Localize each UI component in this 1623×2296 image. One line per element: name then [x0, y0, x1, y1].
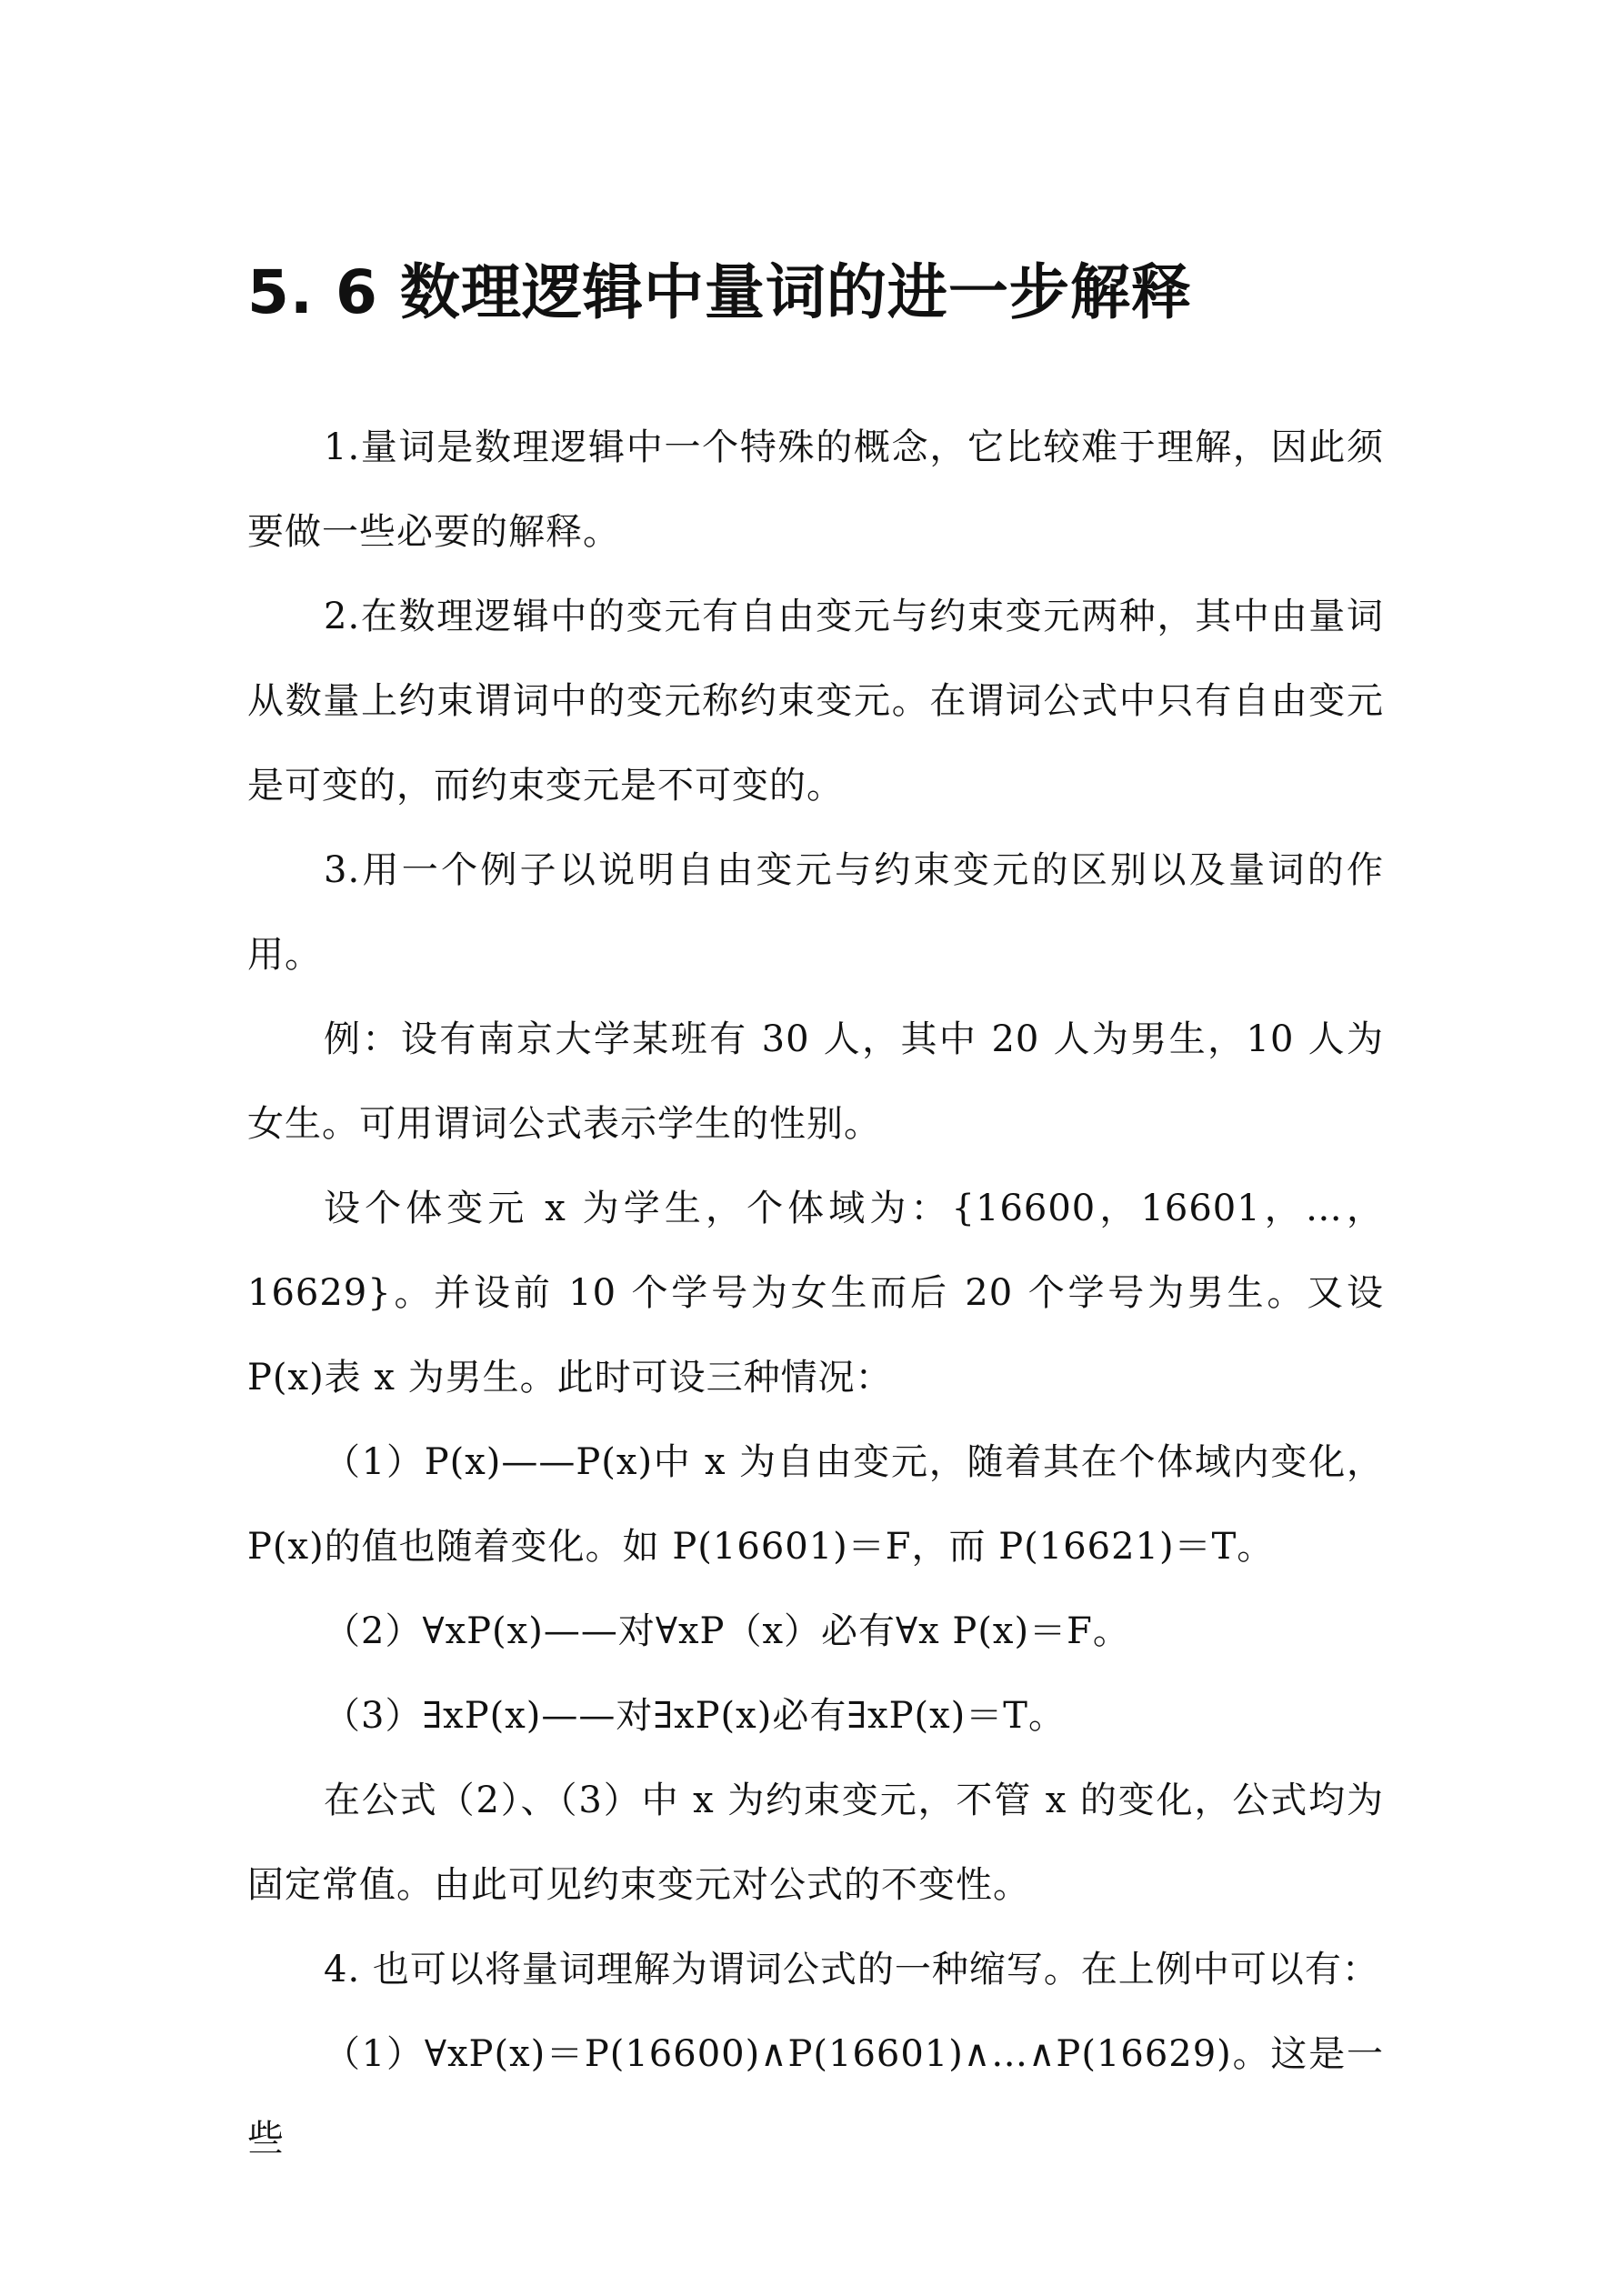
- document-body: [247, 406, 1384, 2181]
- case-3-existential: （3）∃xP(x)——对∃xP(x)必有∃xP(x)＝T。: [324, 1695, 1066, 1737]
- paragraph-bound-variable-note: 在公式（2）、（3）中 x 为约束变元，不管 x 的变化，公式均为固定常值。由此可见约束变元对公式的不变性。: [247, 1780, 1384, 1906]
- paragraph-4: 4. 也可以将量词理解为谓词公式的一种缩写。在上例中可以有：: [324, 1949, 1379, 1990]
- paragraph-1: 1.量词是数理逻辑中一个特殊的概念，它比较难于理解，因此须要做一些必要的解释。: [247, 426, 1384, 553]
- paragraph-variable-setup: 设个体变元 x 为学生，个体域为：{16600，16601，…，16629}。并设前 10 个学号为女生而后 20 个学号为男生。又设 P(x)表 x 为男生。此时可设三种情况：: [247, 1188, 1384, 1399]
- paragraph-2: 2.在数理逻辑中的变元有自由变元与约束变元两种，其中由量词从数量上约束谓词中的变元称约束变元。在谓词公式中只有自由变元是可变的，而约束变元是不可变的。: [247, 596, 1384, 807]
- paragraph-3: 3.用一个例子以说明自由变元与约束变元的区别以及量词的作用。: [247, 849, 1384, 976]
- paragraph-example: 例：设有南京大学某班有 30 人，其中 20 人为男生，10 人为女生。可用谓词公式表示学生的性别。: [247, 1018, 1384, 1145]
- formula-universal-expansion: （1）∀xP(x)＝P(16600)∧P(16601)∧…∧P(16629)。这是一些: [247, 2033, 1384, 2160]
- page-title: 5. 6 数理逻辑中量词的进一步解释: [247, 257, 1192, 327]
- case-2-universal: （2）∀xP(x)——对∀xP（x）必有∀x P(x)＝F。: [324, 1610, 1130, 1652]
- case-1-free-variable: （1）P(x)——P(x)中 x 为自由变元，随着其在个体域内变化，P(x)的值也随着变化。如 P(16601)＝F，而 P(16621)＝T。: [247, 1441, 1384, 1568]
